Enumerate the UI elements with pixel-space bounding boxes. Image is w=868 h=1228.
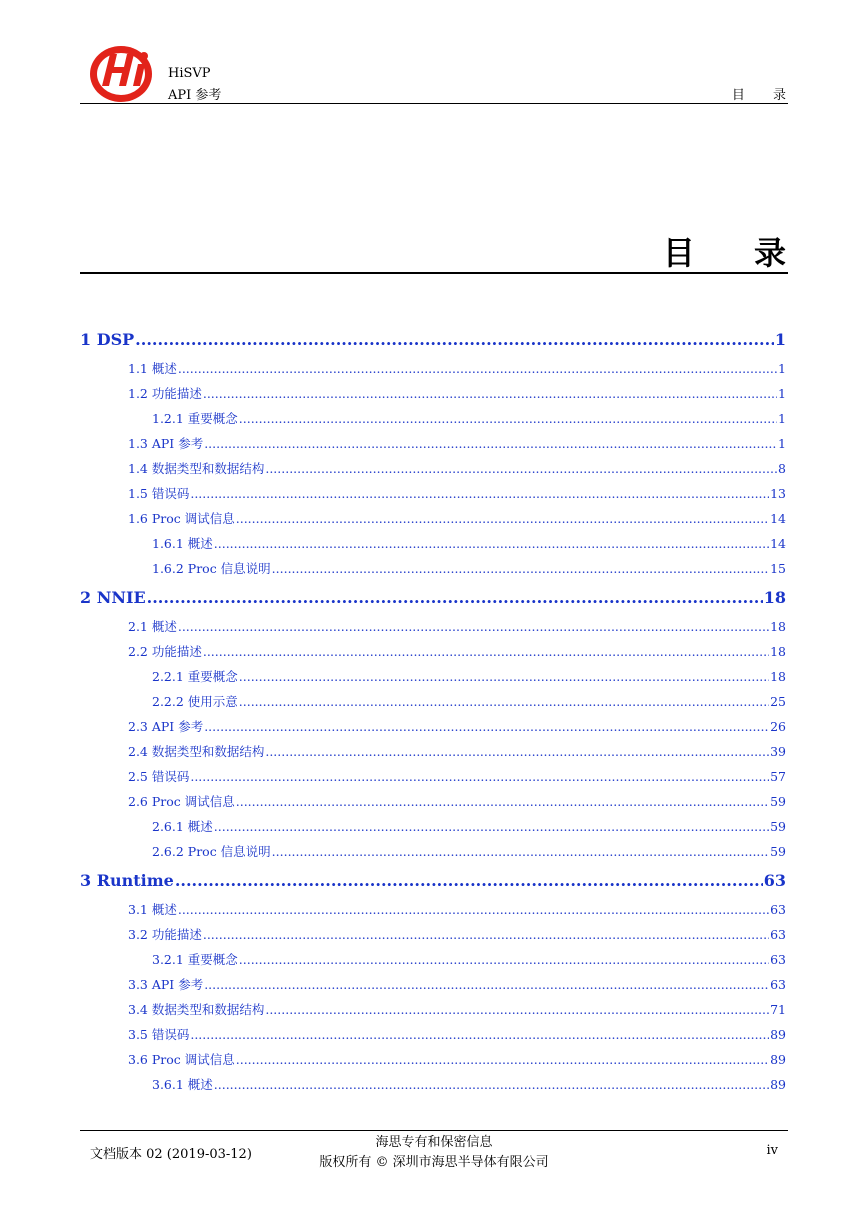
toc-entry-label: 2.2.1 重要概念: [152, 669, 238, 684]
toc-leader-dots: [272, 561, 769, 576]
toc-entry-label: 1.3 API 参考: [128, 436, 204, 451]
toc-entry-page: 59: [770, 844, 786, 859]
toc-entry-level2[interactable]: [128, 359, 786, 377]
toc-entry-level1[interactable]: [80, 871, 786, 890]
toc-entry-label: 3.3 API 参考: [128, 977, 204, 992]
toc-entry-level3[interactable]: [152, 559, 786, 577]
toc-entry-level2[interactable]: [128, 1050, 786, 1068]
toc-entry-label: 3.6.1 概述: [152, 1077, 213, 1092]
toc-entry-label: 1.2 功能描述: [128, 386, 202, 401]
toc-leader-dots: [214, 536, 769, 551]
toc-entry-level3[interactable]: [152, 950, 786, 968]
toc-entry-page: 63: [770, 952, 786, 967]
toc-entry-page: 59: [770, 819, 786, 834]
toc-entry-page: 39: [770, 744, 786, 759]
toc-entry-level1[interactable]: [80, 588, 786, 607]
toc-entry-label: 3.2.1 重要概念: [152, 952, 238, 967]
toc-entry-label: 3.5 错误码: [128, 1027, 190, 1042]
toc-leader-dots: [239, 411, 777, 426]
toc-entry-level3[interactable]: [152, 842, 786, 860]
toc-leader-dots: [190, 1027, 769, 1042]
toc-entry-page: 14: [770, 536, 786, 551]
toc-leader-dots: [265, 1002, 769, 1017]
toc-entry-level2[interactable]: [128, 642, 786, 660]
toc-leader-dots: [203, 927, 769, 942]
toc-entry-label: 3.1 概述: [128, 902, 177, 917]
toc-leader-dots: [239, 694, 769, 709]
toc-entry-page: 89: [770, 1077, 786, 1092]
header-doc-title: API 参考: [168, 88, 222, 103]
toc-entry-level2[interactable]: [128, 1025, 786, 1043]
footer-confidential: 海思专有和保密信息: [375, 1135, 493, 1150]
toc-entry-page: 63: [763, 871, 786, 890]
toc-leader-dots: [236, 1052, 769, 1067]
toc-entry-label: 2.6.2 Proc 信息说明: [152, 844, 271, 859]
toc-leader-dots: [236, 511, 769, 526]
toc-entry-label: 3 Runtime: [80, 871, 174, 890]
toc-entry-label: 3.6 Proc 调试信息: [128, 1052, 235, 1067]
toc-entry-level2[interactable]: [128, 925, 786, 943]
toc-entry-page: 1: [774, 330, 786, 349]
title-rule: [80, 272, 788, 274]
toc-entry-label: 2.6 Proc 调试信息: [128, 794, 235, 809]
toc-leader-dots: [175, 871, 763, 890]
toc-entry-label: 2.6.1 概述: [152, 819, 213, 834]
toc-entry-label: 2 NNIE: [80, 588, 146, 607]
toc-entry-page: 18: [763, 588, 786, 607]
toc-entry-page: 89: [770, 1027, 786, 1042]
toc-leader-dots: [204, 436, 777, 451]
header-rule: [80, 103, 788, 104]
toc-entry-level3[interactable]: [152, 1075, 786, 1093]
toc-entry-label: 1.2.1 重要概念: [152, 411, 238, 426]
toc-entry-level3[interactable]: [152, 692, 786, 710]
toc-entry-page: 1: [778, 411, 786, 426]
toc-entry-page: 18: [770, 669, 786, 684]
toc-leader-dots: [204, 719, 769, 734]
toc-leader-dots: [239, 669, 769, 684]
toc-entry-level1[interactable]: [80, 330, 786, 349]
toc-entry-page: 71: [770, 1002, 786, 1017]
toc-entry-level2[interactable]: [128, 384, 786, 402]
toc-entry-page: 13: [770, 486, 786, 501]
toc-leader-dots: [178, 361, 777, 376]
toc-entry-label: 2.5 错误码: [128, 769, 190, 784]
toc-leader-dots: [239, 952, 769, 967]
toc-entry-level2[interactable]: [128, 792, 786, 810]
toc-entry-page: 59: [770, 794, 786, 809]
toc-entry-label: 2.2.2 使用示意: [152, 694, 238, 709]
toc-entry-label: 1 DSP: [80, 330, 135, 349]
toc-entry-level2[interactable]: [128, 975, 786, 993]
toc-entry-label: 2.4 数据类型和数据结构: [128, 744, 265, 759]
page-title: 目 录: [662, 234, 810, 272]
toc-leader-dots: [147, 588, 763, 607]
toc-entry-label: 1.5 错误码: [128, 486, 190, 501]
toc-entry-label: 1.6 Proc 调试信息: [128, 511, 235, 526]
toc-leader-dots: [135, 330, 774, 349]
footer-copyright: 版权所有 © 深圳市海思半导体有限公司: [319, 1155, 549, 1170]
toc-entry-label: 2.1 概述: [128, 619, 177, 634]
toc-leader-dots: [265, 744, 769, 759]
toc-entry-level2[interactable]: [128, 900, 786, 918]
toc-entry-level3[interactable]: [152, 534, 786, 552]
page-header: [80, 40, 798, 104]
toc-entry-page: 63: [770, 902, 786, 917]
footer-page-number: iv: [766, 1143, 778, 1158]
toc-leader-dots: [272, 844, 769, 859]
toc-leader-dots: [190, 486, 769, 501]
toc-entry-page: 8: [778, 461, 786, 476]
toc-leader-dots: [178, 902, 769, 917]
toc-entry-page: 1: [778, 361, 786, 376]
toc-entry-page: 18: [770, 644, 786, 659]
toc-leader-dots: [203, 644, 769, 659]
toc-entry-page: 15: [770, 561, 786, 576]
toc-entry-page: 89: [770, 1052, 786, 1067]
toc-leader-dots: [236, 794, 769, 809]
toc-entry-label: 3.2 功能描述: [128, 927, 202, 942]
toc-entry-label: 1.6.1 概述: [152, 536, 213, 551]
toc-entry-level2[interactable]: [128, 484, 786, 502]
toc-entry-page: 26: [770, 719, 786, 734]
toc-entry-level2[interactable]: [128, 617, 786, 635]
hisilicon-logo: [88, 40, 154, 104]
toc-leader-dots: [204, 977, 769, 992]
toc-entry-page: 1: [778, 436, 786, 451]
toc-leader-dots: [178, 619, 769, 634]
toc-entry-level2[interactable]: [128, 459, 786, 477]
toc-entry-level2[interactable]: [128, 1000, 786, 1018]
toc-entry-label: 1.6.2 Proc 信息说明: [152, 561, 271, 576]
toc-entry-page: 18: [770, 619, 786, 634]
toc-entry-level2[interactable]: [128, 742, 786, 760]
toc-leader-dots: [190, 769, 769, 784]
toc-leader-dots: [214, 1077, 769, 1092]
header-product: HiSVP: [168, 66, 211, 81]
toc-leader-dots: [265, 461, 777, 476]
toc-leader-dots: [214, 819, 769, 834]
toc-entry-level2[interactable]: [128, 717, 786, 735]
toc-entry-level2[interactable]: [128, 434, 786, 452]
toc-entry-level3[interactable]: [152, 667, 786, 685]
toc-entry-label: 1.4 数据类型和数据结构: [128, 461, 265, 476]
toc-entry-level3[interactable]: [152, 409, 786, 427]
footer-version: 文档版本 02 (2019-03-12): [90, 1147, 252, 1162]
toc-entry-page: 63: [770, 927, 786, 942]
toc-entry-page: 1: [778, 386, 786, 401]
toc-entry-label: 2.2 功能描述: [128, 644, 202, 659]
toc-leader-dots: [203, 386, 777, 401]
toc-entry-label: 1.1 概述: [128, 361, 177, 376]
toc-entry-label: 2.3 API 参考: [128, 719, 204, 734]
toc-entry-label: 3.4 数据类型和数据结构: [128, 1002, 265, 1017]
toc-entry-page: 14: [770, 511, 786, 526]
toc-entry-level2[interactable]: [128, 767, 786, 785]
toc-entry-level2[interactable]: [128, 509, 786, 527]
toc-entry-page: 25: [770, 694, 786, 709]
toc-entry-page: 57: [770, 769, 786, 784]
header-section: 目 录: [731, 88, 798, 103]
toc-entry-level3[interactable]: [152, 817, 786, 835]
toc-entry-page: 63: [770, 977, 786, 992]
